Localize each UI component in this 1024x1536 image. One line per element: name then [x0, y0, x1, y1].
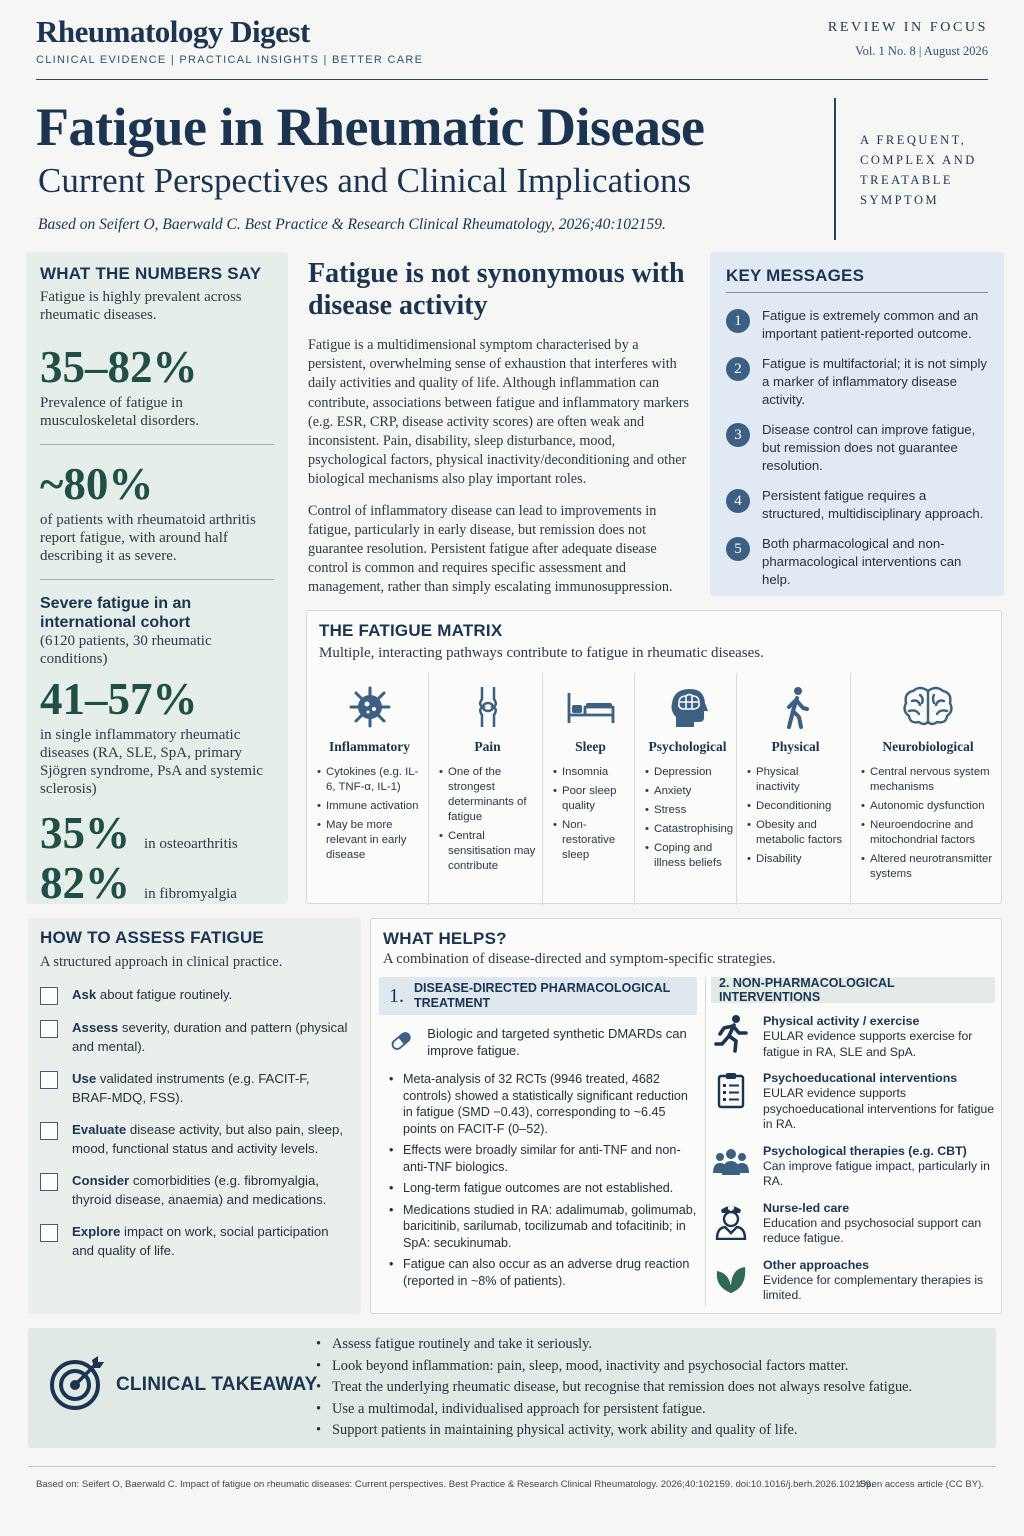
- intervention-item: [711, 1257, 995, 1304]
- evidence-item: • Long-term fatigue outcomes are not established.: [389, 1180, 697, 1197]
- what-helps-heading: WHAT HELPS?: [383, 929, 507, 948]
- running-icon: [711, 1013, 751, 1053]
- section-title: DISEASE-DIRECTED PHARMACOLOGICAL TREATMENT: [414, 981, 671, 1010]
- checkbox[interactable]: [40, 1224, 58, 1242]
- checkbox[interactable]: [40, 1071, 58, 1089]
- takeaway-heading: CLINICAL TAKEAWAY: [116, 1374, 318, 1395]
- number-badge: 5: [726, 537, 750, 561]
- matrix-column-title: Physical: [771, 739, 820, 754]
- matrix-item: • Altered neurotransmitter systems: [861, 852, 995, 882]
- evidence-item: • Fatigue can also occur as an adverse drug reaction (reported in ~8% of patients).: [389, 1256, 697, 1289]
- intervention-text: Evidence for complementary therapies is limited.: [763, 1272, 984, 1302]
- cohort-detail: (6120 patients, 30 rheumatic conditions): [40, 633, 212, 667]
- numbers-panel: [26, 252, 288, 908]
- article: [308, 258, 692, 598]
- stat-osteoarthritis-value: 35%: [40, 808, 130, 858]
- key-message-text: Disease control can improve fatigue, but remission does not guarantee resolution.: [762, 422, 976, 473]
- assess-panel: [28, 918, 361, 1314]
- page-title: Fatigue in Rheumatic Disease: [36, 97, 705, 157]
- checklist-item: [40, 1018, 349, 1056]
- what-helps-panel: [370, 918, 1002, 1314]
- assess-heading: HOW TO ASSESS FATIGUE: [40, 928, 264, 947]
- checklist-text: Evaluate disease activity, but also pain, sleep, mood, functional status and activity levels.: [72, 1122, 343, 1156]
- intervention-title: Other approaches: [763, 1257, 870, 1272]
- article-heading: Fatigue is not synonymous with disease activity: [308, 258, 685, 321]
- matrix-column-sleep: [543, 673, 635, 905]
- number-badge: 2: [726, 357, 750, 381]
- stat-inflammatory-value: 41–57%: [40, 674, 198, 724]
- key-message-text: Persistent fatigue requires a structured, multidisciplinary approach.: [762, 488, 984, 521]
- knee-joint-icon: [466, 685, 510, 729]
- matrix-item: • Obesity and metabolic factors: [747, 818, 844, 848]
- key-messages-panel: [710, 252, 1004, 596]
- key-message-item: [726, 421, 988, 475]
- checklist-item: [40, 985, 349, 1005]
- matrix-item: • One of the strongest determinants of fatigue: [439, 765, 536, 825]
- pharmacological-intro: [379, 1025, 697, 1059]
- key-messages-heading: KEY MESSAGES: [726, 266, 988, 293]
- checkbox[interactable]: [40, 1020, 58, 1038]
- brand-name: Rheumatology Digest: [36, 14, 310, 49]
- checklist-text: Use validated instruments (e.g. FACIT-F, BRAF-MDQ, FSS).: [72, 1071, 310, 1105]
- evidence-item: • Effects were broadly similar for anti-TNF and non-anti-TNF biologics.: [389, 1142, 697, 1175]
- source-citation: Based on Seifert O, Baerwald C. Best Practice & Research Clinical Rheumatology, 2026;40:102159.: [38, 216, 666, 233]
- matrix-item: • Autonomic dysfunction: [861, 799, 995, 814]
- matrix-heading: THE FATIGUE MATRIX: [319, 621, 503, 640]
- masthead: [36, 14, 988, 80]
- stat-prevalence-text: Prevalence of fatigue in musculoskeletal disorders.: [40, 395, 200, 429]
- page-subtitle: Current Perspectives and Clinical Implications: [38, 161, 692, 200]
- checklist-text: Ask about fatigue routinely.: [72, 987, 233, 1002]
- column-divider: [705, 977, 706, 1307]
- matrix-column-title: Inflammatory: [329, 739, 410, 754]
- takeaway-item: • Use a multimodal, individualised approach for persistent fatigue.: [316, 1399, 912, 1421]
- brain-icon: [900, 685, 956, 729]
- intervention-item: [711, 1070, 995, 1133]
- matrix-column-title: Neurobiological: [882, 739, 974, 754]
- stat-inflammatory-text: in single inflammatory rheumatic diseases (RA, SLE, SpA, primary Sjögren syndrome, PsA and systemic sclerosis): [40, 727, 263, 797]
- matrix-column-title: Sleep: [575, 739, 606, 754]
- takeaway-item: • Assess fatigue routinely and take it seriously.: [316, 1334, 912, 1356]
- checklist-text: Explore impact on work, social participation and quality of life.: [72, 1224, 329, 1258]
- section-number: 1.: [389, 984, 404, 1007]
- what-helps-subtitle: A combination of disease-directed and symptom-specific strategies.: [383, 951, 776, 967]
- article-paragraph: Control of inflammatory disease can lead to improvements in fatigue, particularly in early disease, but remission does not guarantee resolution. Persistent fatigue after adequate disease control is common and requires specific assessment and management, rather than simply escalating immunosuppression.: [308, 502, 673, 596]
- stat-fibromyalgia: [40, 858, 274, 908]
- footer-divider: [28, 1466, 996, 1467]
- non-pharmacological-section: [711, 977, 995, 1304]
- target-icon: [48, 1354, 106, 1412]
- matrix-column-title: Psychological: [648, 739, 727, 754]
- matrix-item: • Coping and illness beliefs: [645, 841, 730, 871]
- nurse-icon: [711, 1200, 751, 1240]
- leaf-icon: [711, 1257, 751, 1297]
- takeaway-item: • Treat the underlying rheumatic disease, but recognise that remission does not always resolve fatigue.: [316, 1377, 912, 1399]
- title-divider: [834, 98, 836, 240]
- cohort-heading: Severe fatigue in an international cohort: [40, 595, 192, 631]
- checklist-item: [40, 1222, 349, 1260]
- walking-person-icon: [774, 685, 818, 729]
- matrix-columns: [307, 673, 1001, 905]
- fatigue-matrix: [306, 610, 1002, 904]
- evidence-item: • Meta-analysis of 32 RCTs (9946 treated, 4682 controls) showed a statistically significant reduction in fatigue (SMD −0.43), corresponding to ~6.45 points on FACIT-F (0–52).: [389, 1071, 697, 1137]
- evidence-item: • Medications studied in RA: adalimumab, golimumab, baricitinib, sarilumab, tocilizumab and tofacitinib; in SpA: secukinumab.: [389, 1202, 697, 1252]
- key-message-item: [726, 307, 988, 343]
- matrix-item: • Non-restorative sleep: [553, 818, 628, 863]
- intervention-title: Psychoeducational interventions: [763, 1071, 958, 1085]
- matrix-item: • Anxiety: [645, 784, 730, 799]
- matrix-column-physical: [737, 673, 851, 905]
- matrix-item: • Physical inactivity: [747, 765, 844, 795]
- checkbox[interactable]: [40, 1122, 58, 1140]
- footer-reference: Based on: Seifert O, Baerwald C. Impact of fatigue on rheumatic diseases: Current perspectives. Best Practice & Research Clinical Rheumatology. 2026;40:102159. doi:10.1016/j.berh.2026.102159.: [36, 1479, 874, 1490]
- pharmacological-header: [379, 977, 697, 1015]
- stat-fibromyalgia-text: in fibromyalgia: [144, 886, 237, 902]
- matrix-item: • Depression: [645, 765, 730, 780]
- checklist-item: [40, 1120, 349, 1158]
- footer-license: Open access article (CC BY).: [858, 1479, 984, 1490]
- article-paragraph: Fatigue is a multidimensional symptom characterised by a persistent, overwhelming sense of exhaustion that interferes with daily activities and quality of life. Although inflammation can contribute, associations between fatigue and inflammatory markers (e.g. ESR, CRP, disease activity scores) are often weak and inconsistent. Pain, disability, sleep disturbance, mood, psychological factors, physical inactivity/deconditioning and other biological mechanisms also play important roles.: [308, 337, 689, 488]
- intervention-item: [711, 1013, 995, 1060]
- non-pharmacological-header: 2. NON-PHARMACOLOGICAL INTERVENTIONS: [711, 977, 995, 1003]
- intervention-text: EULAR evidence supports exercise for fatigue in RA, SLE and SpA.: [763, 1029, 973, 1059]
- checklist-item: [40, 1171, 349, 1209]
- intervention-item: [711, 1143, 995, 1190]
- head-icon: [666, 685, 710, 729]
- key-message-text: Fatigue is multifactorial; it is not simply a marker of inflammatory disease activity.: [762, 356, 987, 407]
- key-message-item: [726, 535, 988, 589]
- clipboard-icon: [711, 1070, 751, 1110]
- numbers-intro: Fatigue is highly prevalent across rheumatic diseases.: [40, 289, 242, 323]
- matrix-item: • May be more relevant in early disease: [317, 818, 422, 863]
- intervention-title: Psychological therapies (e.g. CBT): [763, 1143, 967, 1158]
- stat-osteoarthritis: [40, 808, 274, 858]
- numbers-heading: WHAT THE NUMBERS SAY: [40, 264, 262, 283]
- matrix-item: • Cytokines (e.g. IL-6, TNF-α, IL-1): [317, 765, 422, 795]
- hero-callout: A FREQUENT, COMPLEX AND TREATABLE SYMPTOM: [860, 133, 977, 207]
- matrix-item: • Deconditioning: [747, 799, 844, 814]
- issue-info: Vol. 1 No. 8 | August 2026: [855, 44, 988, 58]
- matrix-column-psychological: [635, 673, 737, 905]
- section-label: REVIEW IN FOCUS: [827, 20, 988, 35]
- matrix-column-title: Pain: [474, 739, 501, 754]
- matrix-column-pain: [429, 673, 543, 905]
- stat-ra-text: of patients with rheumatoid arthritis report fatigue, with around half describing it as severe.: [40, 512, 256, 564]
- matrix-item: • Poor sleep quality: [553, 784, 628, 814]
- divider: [40, 444, 274, 445]
- matrix-column-neurobiological: [851, 673, 1001, 905]
- intervention-text: Education and psychosocial support can reduce fatigue.: [763, 1215, 982, 1245]
- key-message-text: Both pharmacological and non-pharmacological interventions can help.: [762, 536, 962, 587]
- matrix-item: • Insomnia: [553, 765, 628, 780]
- matrix-item: • Catastrophising: [645, 822, 730, 837]
- pharmacological-section: [379, 977, 697, 1294]
- brand-tagline: CLINICAL EVIDENCE | PRACTICAL INSIGHTS | BETTER CARE: [36, 54, 424, 66]
- stat-fibromyalgia-value: 82%: [40, 858, 130, 908]
- key-message-item: [726, 355, 988, 409]
- pharmacological-intro-text: Biologic and targeted synthetic DMARDs can improve fatigue.: [427, 1026, 687, 1058]
- matrix-item: • Disability: [747, 852, 844, 867]
- checklist-text: Consider comorbidities (e.g. fibromyalgia, thyroid disease, anaemia) and medications.: [72, 1173, 327, 1207]
- stat-ra-value: ~80%: [40, 459, 154, 509]
- intervention-item: [711, 1200, 995, 1247]
- takeaway-list: [316, 1334, 912, 1442]
- clinical-takeaway-panel: [28, 1328, 996, 1448]
- stat-prevalence-value: 35–82%: [40, 342, 198, 392]
- bed-icon: [565, 685, 617, 729]
- takeaway-item: • Look beyond inflammation: pain, sleep, mood, inactivity and psychosocial factors matter.: [316, 1356, 912, 1378]
- checklist-item: [40, 1069, 349, 1107]
- takeaway-item: • Support patients in maintaining physical activity, work ability and quality of life.: [316, 1420, 912, 1442]
- assess-subtitle: A structured approach in clinical practice.: [40, 954, 283, 970]
- virus-icon: [348, 685, 392, 729]
- key-message-item: [726, 487, 988, 523]
- number-badge: 4: [726, 489, 750, 513]
- checkbox[interactable]: [40, 987, 58, 1005]
- group-icon: [711, 1143, 751, 1183]
- stat-osteoarthritis-text: in osteoarthritis: [144, 836, 238, 852]
- intervention-text: Can improve fatigue impact, particularly in RA.: [763, 1158, 990, 1188]
- matrix-item: • Neuroendocrine and mitochondrial factors: [861, 818, 995, 848]
- key-message-text: Fatigue is extremely common and an important patient-reported outcome.: [762, 308, 979, 341]
- matrix-item: • Stress: [645, 803, 730, 818]
- matrix-column-inflammatory: [307, 673, 429, 905]
- matrix-item: • Central sensitisation may contribute: [439, 829, 536, 874]
- checkbox[interactable]: [40, 1173, 58, 1191]
- intervention-title: Nurse-led care: [763, 1200, 850, 1215]
- matrix-subtitle: Multiple, interacting pathways contribute to fatigue in rheumatic diseases.: [319, 645, 764, 661]
- pill-icon: [389, 1025, 413, 1057]
- number-badge: 1: [726, 309, 750, 333]
- checklist-text: Assess severity, duration and pattern (physical and mental).: [72, 1020, 348, 1054]
- divider: [40, 579, 274, 580]
- number-badge: 3: [726, 423, 750, 447]
- intervention-title: Physical activity / exercise: [763, 1014, 920, 1028]
- matrix-item: • Central nervous system mechanisms: [861, 765, 995, 795]
- intervention-text: EULAR evidence supports psychoeducational interventions for fatigue in RA.: [763, 1086, 995, 1131]
- matrix-item: • Immune activation: [317, 799, 422, 814]
